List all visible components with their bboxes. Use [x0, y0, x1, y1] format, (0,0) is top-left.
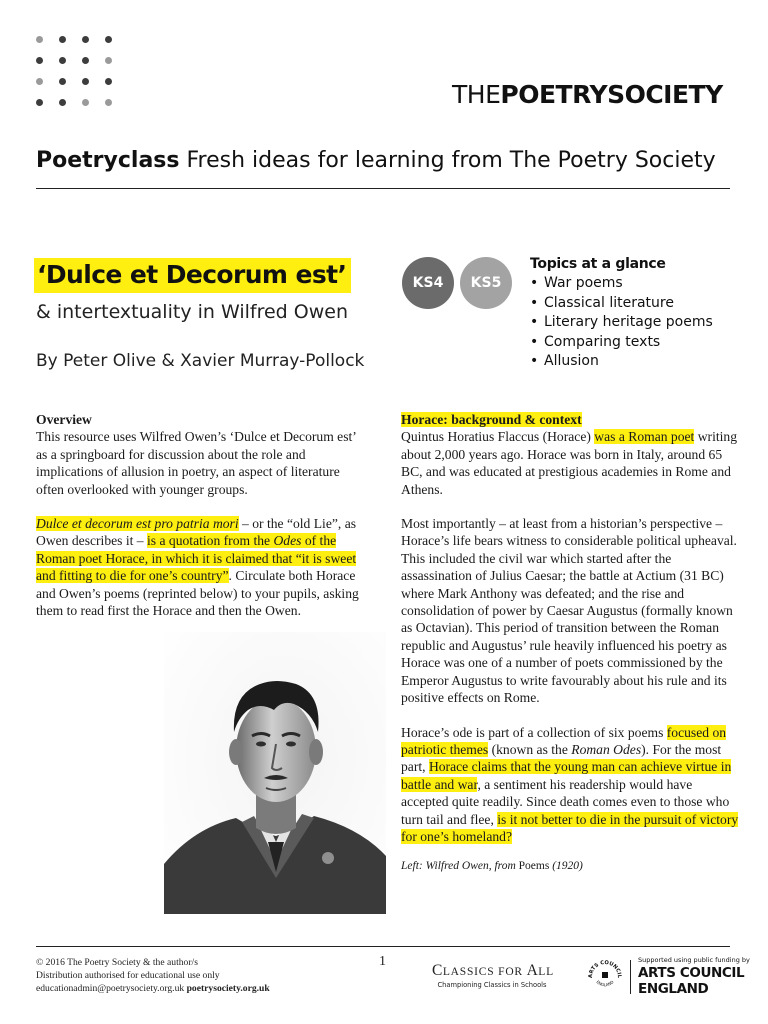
- grid-dot: [36, 57, 43, 64]
- grid-dot: [105, 99, 112, 106]
- header-rule: [36, 188, 730, 189]
- dot-grid-logo: [36, 36, 116, 108]
- overview-paragraph-1: Overview This resource uses Wilfred Owen’s ‘Dulce et Decorum est’ as a springboard for discussion about the role and implications of allusion in poetry, an aspect of literature often overlooked with younger groups.: [36, 411, 366, 498]
- website-link[interactable]: poetrysociety.org.uk: [186, 983, 270, 994]
- ks4-badge: KS4: [402, 257, 454, 309]
- series-name: Poetryclass: [36, 148, 180, 173]
- topics-list: [530, 274, 713, 372]
- svg-text:ARTS COUNCIL: ARTS COUNCIL: [587, 959, 623, 979]
- grid-dot: [105, 57, 112, 64]
- topic-item: • War poems: [530, 274, 713, 294]
- topic-item: • Comparing texts: [530, 333, 713, 353]
- topic-item: • Classical literature: [530, 294, 713, 314]
- horace-paragraph-3: Horace’s ode is part of a collection of six poems focused on patriotic themes (known as the Roman Odes). For the most part, Horace claims that the young man can achieve virtue in battle and war, a sentiment his readership would have accepted quite readily. Since death comes even to those who turn tail and flee, is it not better to die in the pursuit of victory for one’s homeland?: [401, 724, 739, 844]
- horace-paragraph-2: Most importantly – at least from a historian’s perspective – Horace’s life bears witness to considerable political upheaval. This included the civil war which started after the assassination of Julius Caesar; the battle at Actium (31 BC) where Mark Anthony was defeated; and the rise and consolidation of power by Caesar Augustus (formally known as Octavian). This period of transition between the Roman republic and Augustus’ rule heavily influenced his poetry as Horace was one of a number of poets commissioned by the Emperor Augustus to write favourably about his rule and its positive effects on Rome.: [401, 516, 737, 706]
- contact-email[interactable]: educationadmin@poetrysociety.org.uk: [36, 983, 187, 994]
- grid-dot: [36, 99, 43, 106]
- grid-dot: [82, 36, 89, 43]
- horace-heading: Horace: background & context: [401, 412, 582, 427]
- wilfred-owen-portrait: [164, 632, 386, 914]
- arts-council-seal-icon: [585, 955, 625, 995]
- topics-box: [530, 256, 713, 372]
- overview-column: [36, 411, 366, 636]
- topics-heading: Topics at a glance: [530, 256, 666, 272]
- svg-text:ENGLAND: ENGLAND: [595, 979, 615, 988]
- page-number: 1: [379, 954, 386, 969]
- grid-dot: [105, 78, 112, 85]
- grid-dot: [59, 78, 66, 85]
- ace-divider: [630, 960, 631, 994]
- overview-paragraph-2: Dulce et decorum est pro patria mori – or the “old Lie”, as Owen describes it – is a quotation from the Odes of the Roman poet Horace, in which it is claimed that “it is sweet and fitting to die for one’s country”. Circulate both Horace and Owen’s poems (reprinted below) to your pupils, asking them to read first the Horace and then the Owen.: [36, 516, 359, 619]
- ks5-badge: KS5: [460, 257, 512, 309]
- classics-for-all-logo: CLASSICS FOR ALL Championing Classics in Schools: [432, 962, 554, 989]
- tagline: Fresh ideas for learning from The Poetry Society: [186, 148, 716, 173]
- grid-dot: [105, 36, 112, 43]
- poetry-society-logo: THEPOETRYSOCIETY: [452, 80, 723, 109]
- horace-column: [401, 411, 743, 893]
- horace-paragraph-1: Horace: background & context Quintus Horatius Flaccus (Horace) was a Roman poet writing about 2,000 years ago. Horace was born in Italy, around 65 BC, and was educated at prestigious academies in Rome and Athens.: [401, 412, 737, 497]
- overview-heading: Overview: [36, 412, 92, 427]
- footer-copyright: © 2016 The Poetry Society & the author/s Distribution authorised for educational use only educationadmin@poetrysociety.org.uk poetrysociety.org.uk: [36, 957, 270, 994]
- grid-dot: [59, 36, 66, 43]
- grid-dot: [59, 99, 66, 106]
- topic-item: • Allusion: [530, 352, 713, 372]
- grid-dot: [82, 57, 89, 64]
- arts-council-logo: Supported using public funding by ARTS COUNCIL ENGLAND: [638, 956, 750, 997]
- header-tagline: [36, 148, 732, 173]
- grid-dot: [59, 57, 66, 64]
- footer-rule: [36, 946, 730, 947]
- grid-dot: [36, 78, 43, 85]
- page-subtitle: & intertextuality in Wilfred Owen: [36, 301, 348, 323]
- topic-item: • Literary heritage poems: [530, 313, 713, 333]
- grid-dot: [82, 99, 89, 106]
- grid-dot: [36, 36, 43, 43]
- grid-dot: [82, 78, 89, 85]
- photo-caption: Left: Wilfred Owen, from Poems (1920): [401, 860, 583, 873]
- page-title: ‘Dulce et Decorum est’: [34, 258, 351, 293]
- title-block: [34, 258, 351, 293]
- authors-line: By Peter Olive & Xavier Murray-Pollock: [36, 351, 365, 371]
